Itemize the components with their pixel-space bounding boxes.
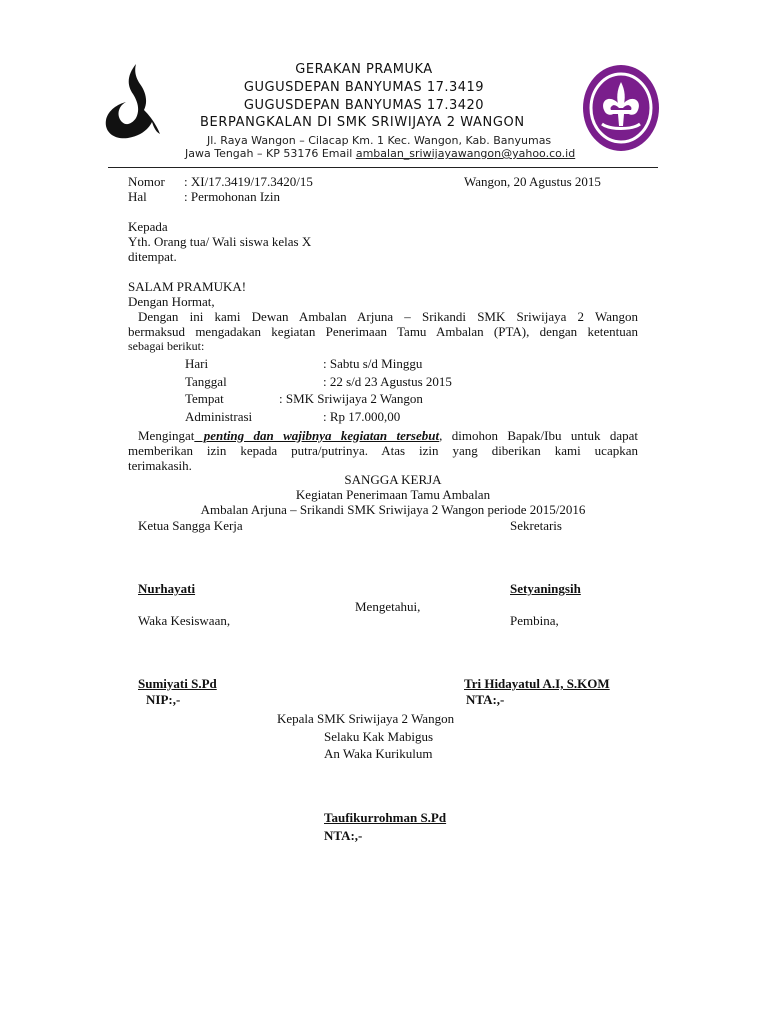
detail-value-tempat: : SMK Sriwijaya 2 Wangon [279, 391, 423, 406]
committee-title: SANGGA KERJA [344, 472, 442, 487]
closing-dimohon: , dimohon Bapak/Ibu untuk dapat [439, 428, 638, 443]
sekretaris-role: Sekretaris [510, 518, 562, 533]
pembina-nta: NTA:,- [466, 692, 505, 707]
address-prefix: Jawa Tengah – KP 53176 Email [185, 147, 356, 160]
dengan-hormat: Dengan Hormat, [128, 294, 215, 309]
base-line: BERPANGKALAN DI SMK SRIWIJAYA 2 WANGON [200, 115, 525, 130]
closing-line-1 [138, 428, 638, 444]
address-line-2 [185, 147, 575, 160]
waka-kesiswaan-role: Waka Kesiswaan, [138, 613, 231, 628]
world-scout-emblem [582, 64, 660, 152]
waka-nip: NIP:,- [146, 692, 181, 707]
nomor-label: Nomor [128, 174, 165, 189]
detail-label-hari: Hari [185, 356, 209, 371]
letter-date: Wangon, 20 Agustus 2015 [464, 174, 601, 189]
org-name: GERAKAN PRAMUKA [295, 62, 433, 77]
nomor-value: : XI/17.3419/17.3420/15 [184, 174, 313, 189]
address-line-1: Jl. Raya Wangon – Cilacap Km. 1 Kec. Wangon, Kab. Banyumas [207, 134, 552, 147]
kepada: Kepada [128, 219, 168, 234]
waka-name: Sumiyati S.Pd [138, 676, 217, 691]
closing-mengingat: Mengingat [138, 428, 195, 443]
intro-line-3: sebagai berikut: [128, 339, 205, 353]
hal-label: Hal [128, 189, 147, 204]
sekretaris-name: Setyaningsih [510, 581, 581, 596]
unit-line-2: GUGUSDEPAN BANYUMAS 17.3420 [243, 98, 485, 113]
intro-line-2: bermaksud mengadakan kegiatan Penerimaan Tamu Ambalan (PTA), dengan ketentuan [128, 324, 638, 339]
detail-value-hari: : Sabtu s/d Minggu [323, 356, 423, 371]
committee-subtitle-2: Ambalan Arjuna – Srikandi SMK Sriwijaya 2 Wangon periode 2015/2016 [200, 502, 586, 517]
recipient-ditempat: ditempat. [128, 249, 177, 264]
detail-label-tanggal: Tanggal [185, 374, 227, 389]
ketua-role: Ketua Sangga Kerja [138, 518, 243, 533]
closing-line-2: memberikan izin kepada putra/putrinya. Atas izin yang diberikan kami ucapkan [128, 443, 638, 458]
mengetahui: Mengetahui, [355, 599, 421, 614]
kepala-name: Taufikurrohman S.Pd [324, 810, 447, 825]
kepala-role-3: An Waka Kurikulum [324, 746, 433, 761]
detail-value-tanggal: : 22 s/d 23 Agustus 2015 [323, 374, 452, 389]
unit-line-1: GUGUSDEPAN BANYUMAS 17.3419 [243, 80, 485, 95]
header-rule [108, 167, 658, 168]
kepala-role-1: Kepala SMK Sriwijaya 2 Wangon [277, 711, 455, 726]
ketua-name: Nurhayati [138, 581, 196, 596]
pembina-role: Pembina, [510, 613, 559, 628]
detail-label-administrasi: Administrasi [185, 409, 253, 424]
closing-emphasis: penting dan wajibnya kegiatan tersebut [194, 428, 440, 443]
recipient-yth: Yth. Orang tua/ Wali siswa kelas X [128, 234, 312, 249]
detail-label-tempat: Tempat [185, 391, 224, 406]
intro-line-1: Dengan ini kami Dewan Ambalan Arjuna – Srikandi SMK Sriwijaya 2 Wangon [138, 309, 638, 324]
salam-pramuka: SALAM PRAMUKA! [128, 279, 247, 294]
hal-value: : Permohonan Izin [184, 189, 281, 204]
pembina-name: Tri Hidayatul A.I, S.KOM [464, 676, 610, 691]
email-link[interactable]: ambalan_sriwijayawangon@yahoo.co.id [355, 147, 576, 160]
committee-subtitle-1: Kegiatan Penerimaan Tamu Ambalan [295, 487, 491, 502]
kepala-role-2: Selaku Kak Mabigus [324, 729, 434, 744]
kepala-nta: NTA:,- [324, 828, 363, 843]
closing-line-3: terimakasih. [128, 458, 192, 473]
detail-value-administrasi: : Rp 17.000,00 [323, 409, 401, 424]
